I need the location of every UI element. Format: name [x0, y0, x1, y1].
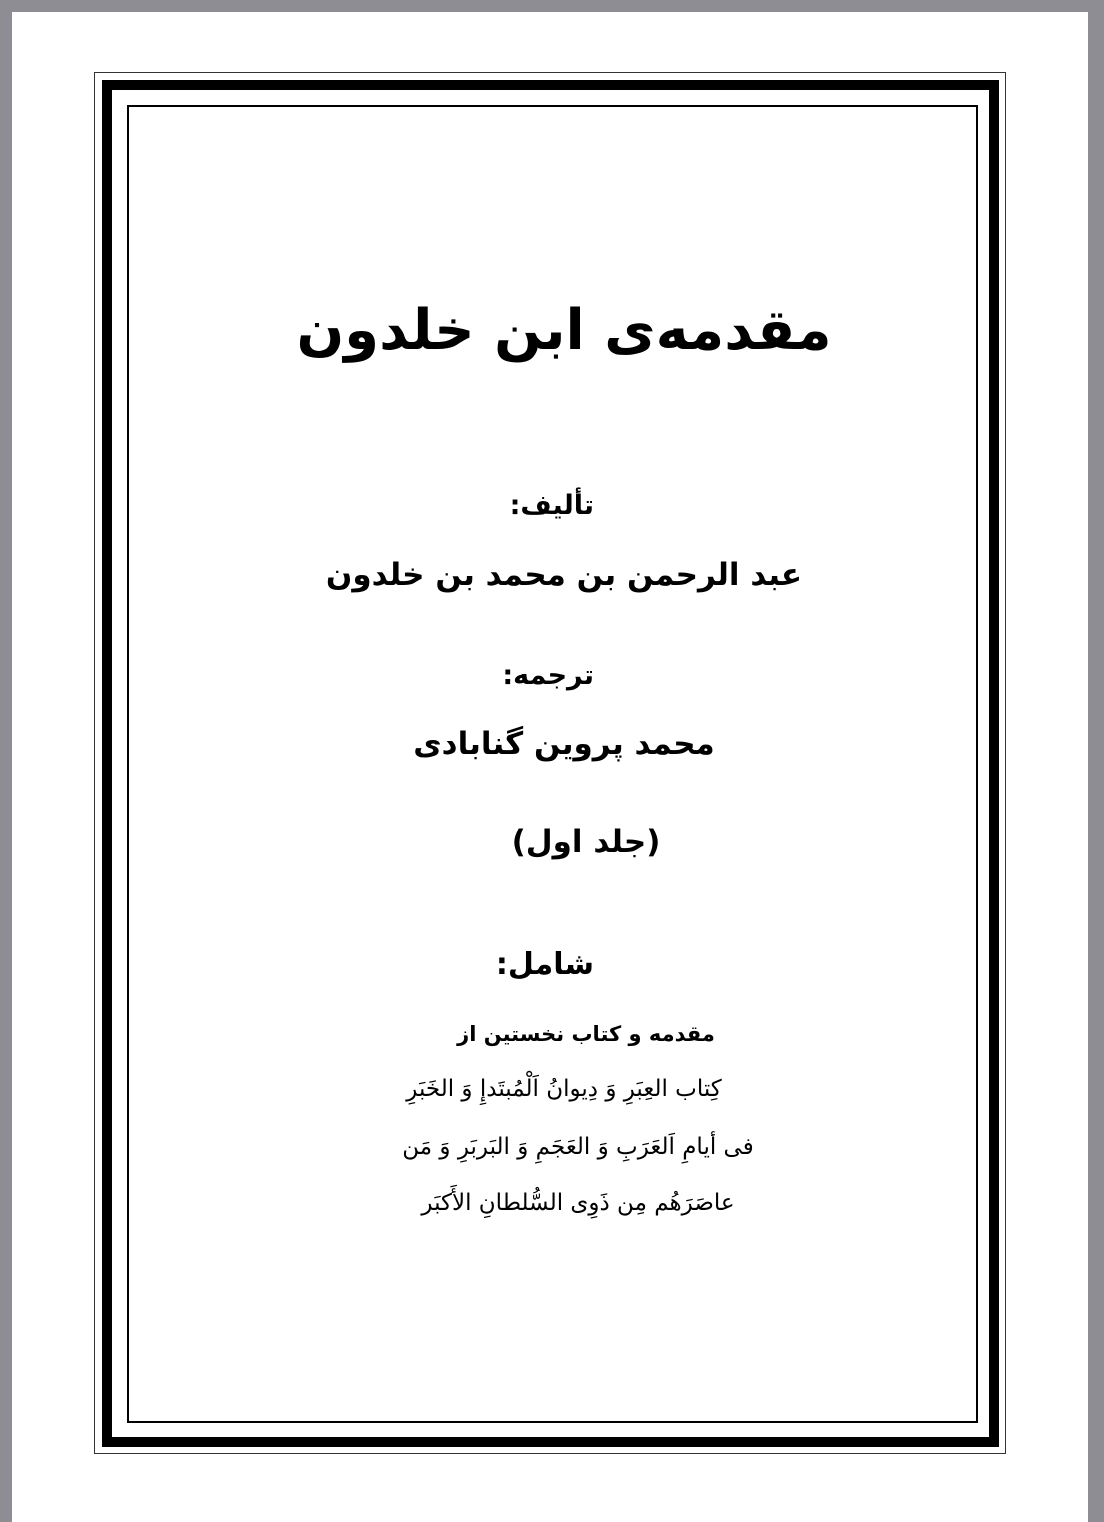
includes-label: شامل: — [495, 947, 594, 982]
document-page — [12, 12, 1088, 1522]
author-label: تألیف: — [509, 490, 594, 521]
description-line: عاصَرَهُم مِن ذَوِی السُّلطانِ الأَكبَر — [421, 1190, 735, 1216]
volume-label: (جلد اول) — [511, 824, 661, 860]
description-line: مقدمه و کتاب نخستین از — [457, 1022, 715, 1046]
title-page-content — [12, 12, 1088, 1522]
author-name: عبد الرحمن بن محمد بن خلدون — [325, 557, 803, 593]
translator-name: محمد پروین گنابادی — [413, 726, 715, 762]
description-line: فی أيامِ اَلعَرَبِ وَ العَجَمِ وَ البَربَرِ وَ مَن — [402, 1134, 754, 1160]
translator-label: ترجمه: — [502, 660, 594, 691]
description-line: كِتاب العِبَرِ وَ دِيوانُ اَلْمُبتَدإِ وَ الخَبَرِ — [406, 1076, 722, 1102]
book-title: مقدمه‌ی ابن خلدون — [296, 298, 832, 363]
